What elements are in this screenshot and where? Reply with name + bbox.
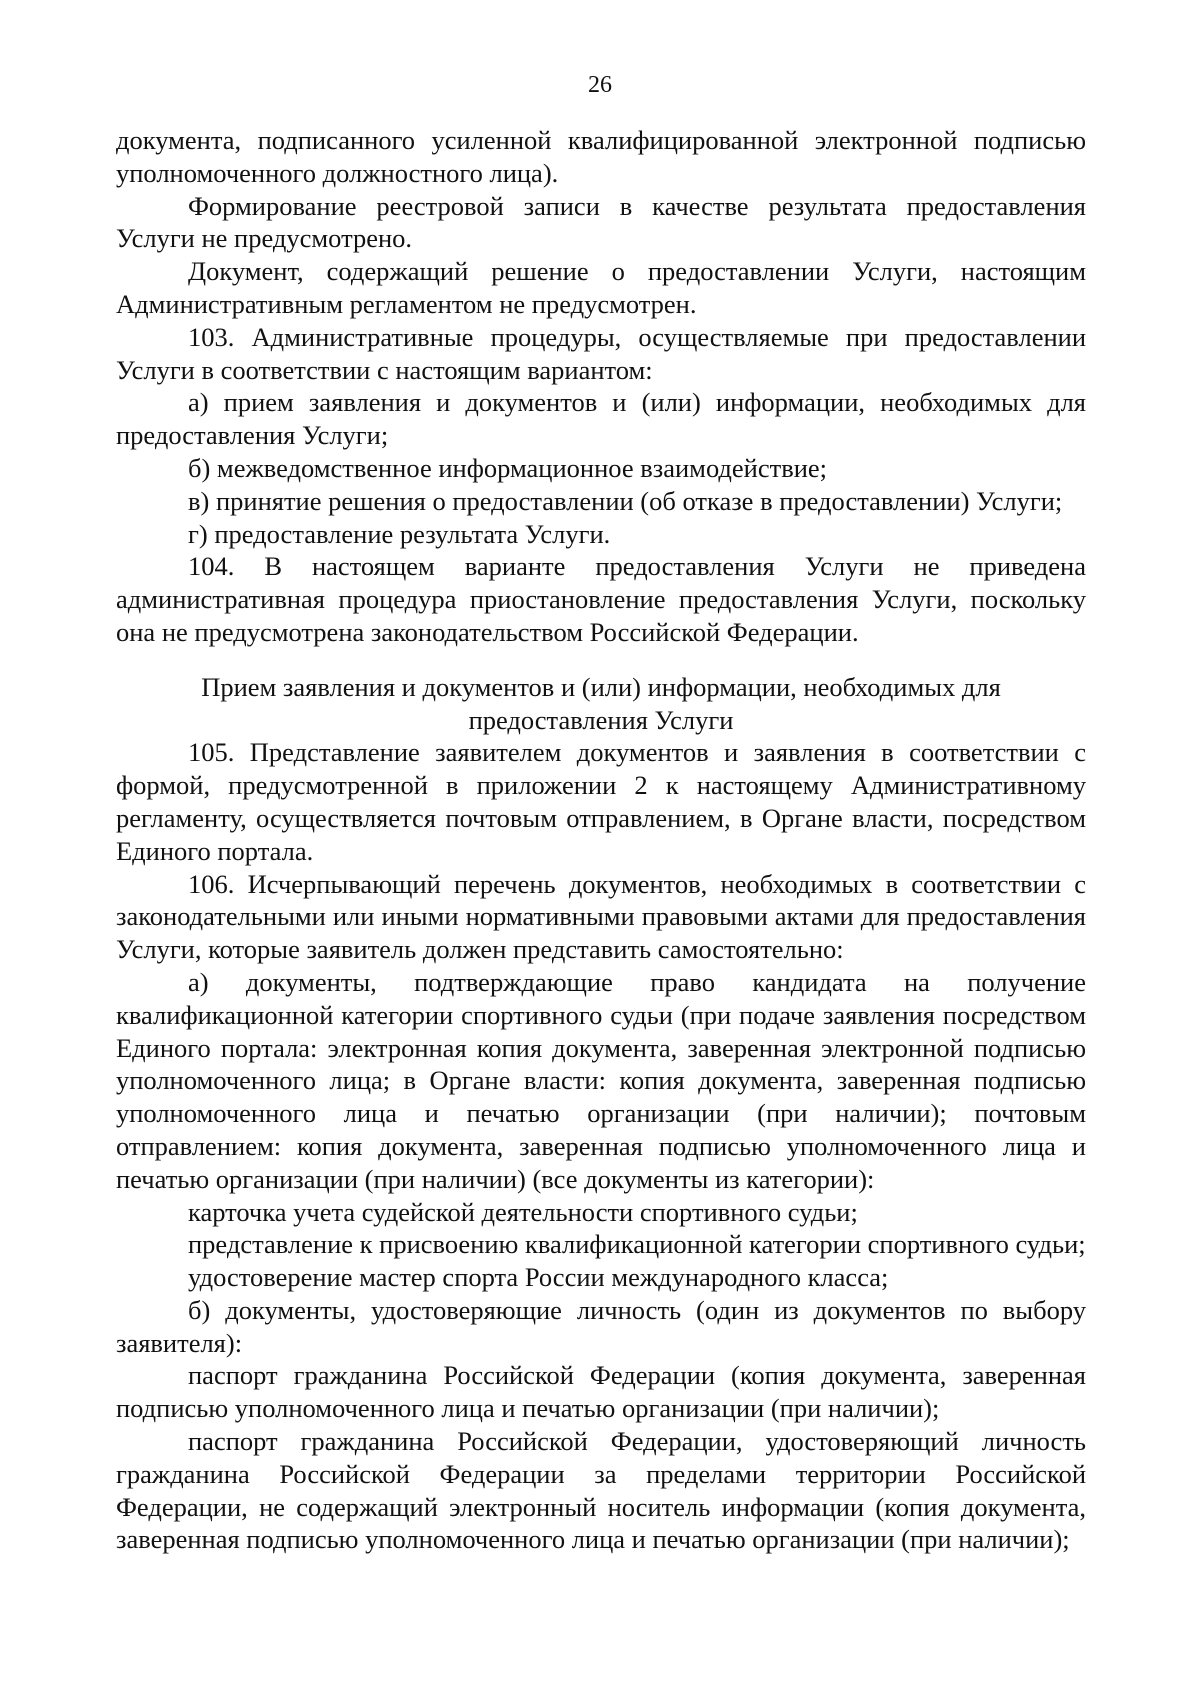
paragraph-item-106: 106. Исчерпывающий перечень документов, необходимых в соответствии с законодательными или иными нормативными правовыми актами для предоставления Услуги, которые заявитель должен представить самостоятельно: xyxy=(116,868,1086,965)
list-subitem: карточка учета судейской деятельности спортивного судьи; xyxy=(188,1196,858,1227)
list-item-a: а) документы, подтверждающие право кандидата на получение квалификационной категории спортивного судьи (при подаче заявления посредством Единого портала: электронная копия документа, заверенная электронной подписью уполномоченного лица; в Органе власти: копия документа, заверенная подписью уполномоченного лица и печатью организации (при наличии); почтовым отправлением: копия документа, заверенная подписью уполномоченного лица и печатью организации (при наличии) (все документы из категории): xyxy=(116,966,1086,1194)
list-item-b: б) документы, удостоверяющие личность (один из документов по выбору заявителя): xyxy=(116,1294,1086,1358)
page-number: 26 xyxy=(588,72,612,98)
list-subitem: удостоверение мастер спорта России международного класса; xyxy=(188,1262,889,1293)
paragraph-item-104: 104. В настоящем варианте предоставления Услуги не приведена административная процедура приостановление предоставления Услуги, поскольку она не предусмотрена законодательством Российской Федерации. xyxy=(116,551,1086,647)
list-item-a: а) прием заявления и документов и (или) информации, необходимых для предоставления Услуги; xyxy=(116,387,1086,451)
paragraph: Документ, содержащий решение о предоставлении Услуги, настоящим Административным регламентом не предусмотрен. xyxy=(116,256,1086,319)
paragraph: документа, подписанного усиленной квалифицированной электронной подписью уполномоченного должностного лица). xyxy=(116,125,1086,188)
list-subitem: паспорт гражданина Российской Федерации (копия документа, заверенная подписью уполномоченного лица и печатью организации (при наличии); xyxy=(116,1360,1086,1424)
paragraph: Формирование реестровой записи в качестве результата предоставления Услуги не предусмотрено. xyxy=(116,190,1086,254)
paragraph-item-105: 105. Представление заявителем документов и заявления в соответствии с формой, предусмотренной в приложении 2 к настоящему Административному регламенту, осуществляется почтовым отправлением, в Органе власти, посредством Единого портала. xyxy=(116,737,1086,866)
list-subitem: представление к присвоению квалификационной категории спортивного судьи; xyxy=(188,1229,1086,1260)
list-item-b: б) межведомственное информационное взаимодействие; xyxy=(188,452,828,483)
list-subitem: паспорт гражданина Российской Федерации, удостоверяющий личность гражданина Российской Федерации за пределами территории Российской Федерации, не содержащий электронный носитель информации (копия документа, заверенная подписью уполномоченного лица и печатью организации (при наличии); xyxy=(116,1426,1086,1555)
document-body xyxy=(116,124,1086,1556)
list-item-v: в) принятие решения о предоставлении (об отказе в предоставлении) Услуги; xyxy=(188,485,1063,516)
paragraph-item-103: 103. Административные процедуры, осуществляемые при предоставлении Услуги в соответствии с настоящим вариантом: xyxy=(116,321,1086,385)
section-heading: Прием заявления и документов и (или) информации, необходимых для предоставления Услуги xyxy=(201,671,1001,735)
list-item-g: г) предоставление результата Услуги. xyxy=(188,518,611,549)
